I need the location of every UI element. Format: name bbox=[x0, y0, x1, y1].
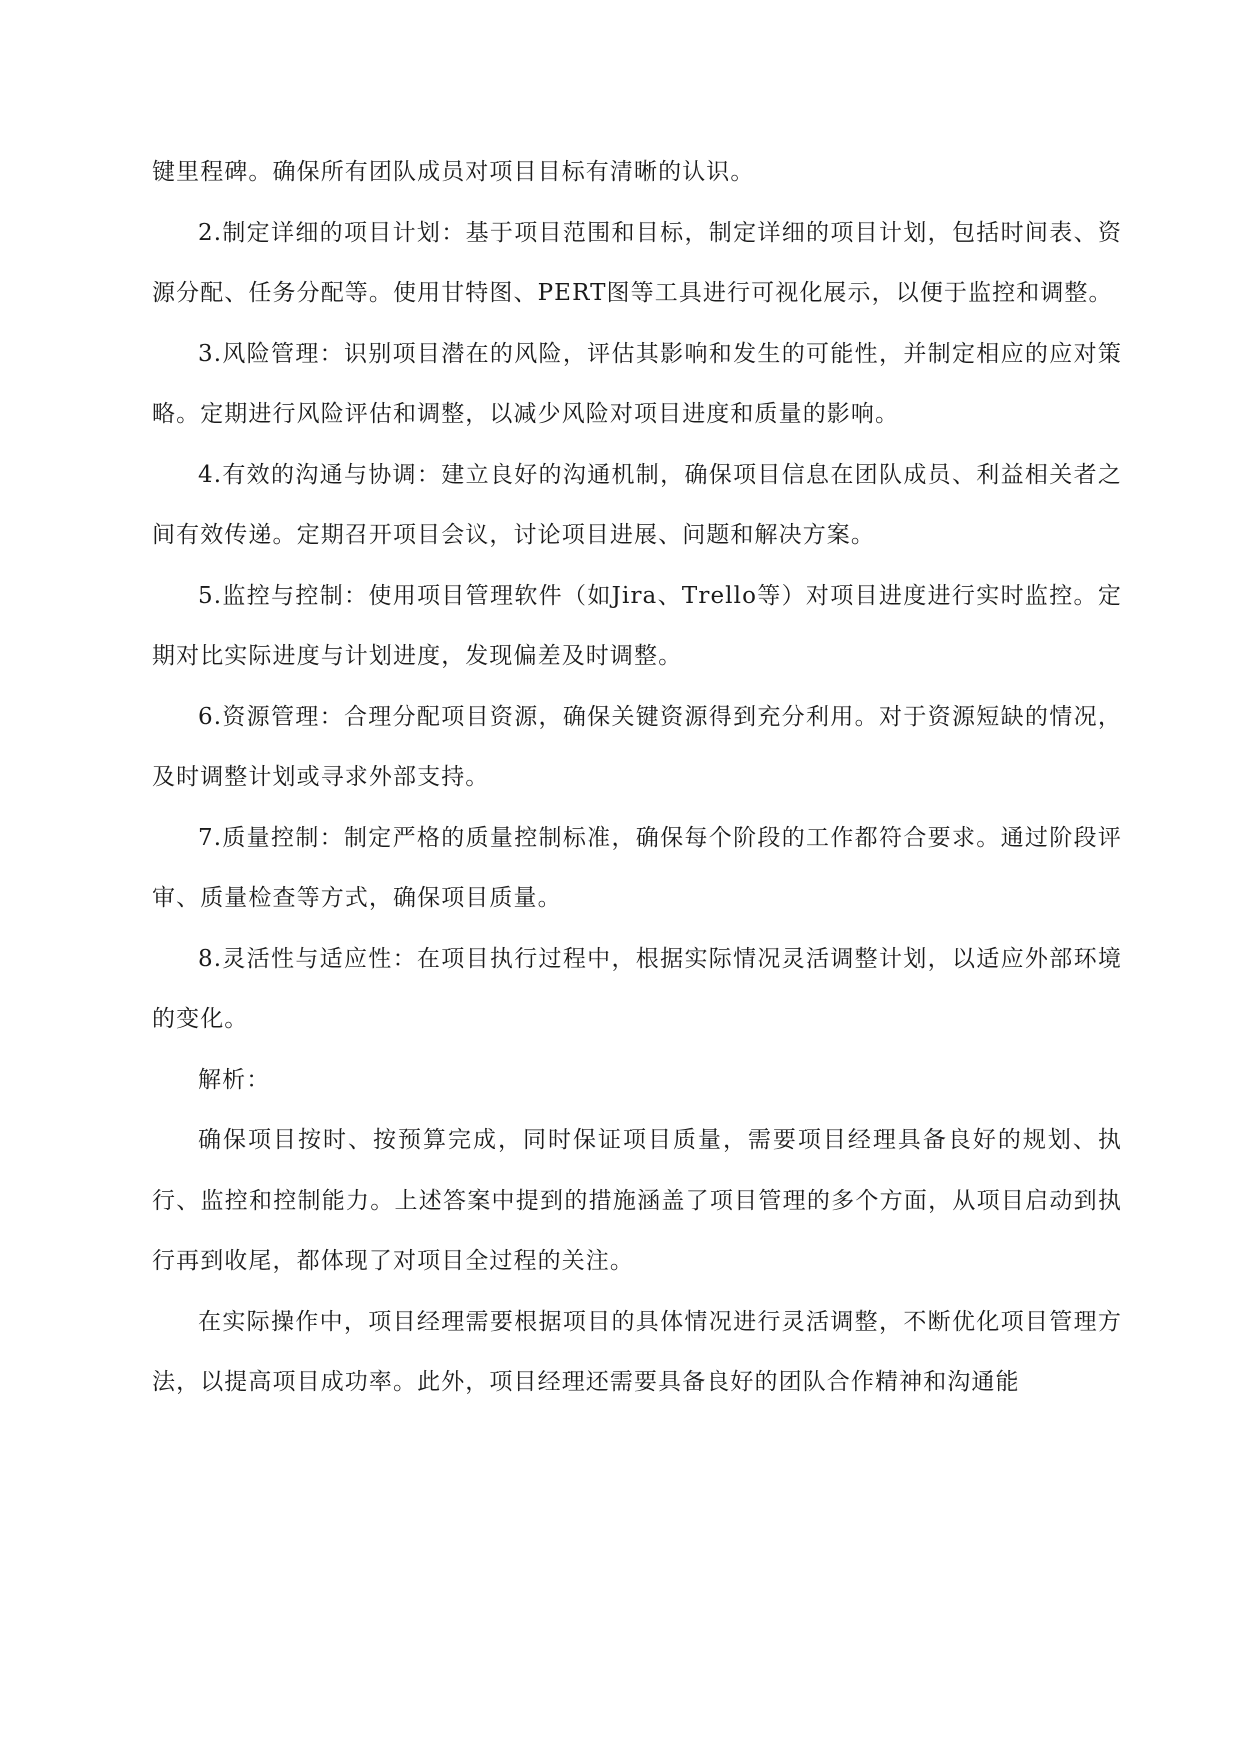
paragraph-item-5: 5.监控与控制：使用项目管理软件（如Jira、Trello等）对项目进度进行实时监控。定期对比实际进度与计划进度，发现偏差及时调整。 bbox=[152, 582, 1122, 669]
paragraph-item-7: 7.质量控制：制定严格的质量控制标准，确保每个阶段的工作都符合要求。通过阶段评审、质量检查等方式，确保项目质量。 bbox=[152, 824, 1122, 911]
document-body bbox=[152, 142, 1122, 1413]
paragraph-item-8: 8.灵活性与适应性：在项目执行过程中，根据实际情况灵活调整计划，以适应外部环境的变化。 bbox=[152, 945, 1122, 1032]
paragraph-item-4: 4.有效的沟通与协调：建立良好的沟通机制，确保项目信息在团队成员、利益相关者之间有效传递。定期召开项目会议，讨论项目进展、问题和解决方案。 bbox=[152, 461, 1122, 548]
analysis-heading: 解析： bbox=[198, 1066, 271, 1093]
paragraph-item-3: 3.风险管理：识别项目潜在的风险，评估其影响和发生的可能性，并制定相应的应对策略。定期进行风险评估和调整，以减少风险对项目进度和质量的影响。 bbox=[152, 340, 1122, 427]
paragraph-item-2: 2.制定详细的项目计划：基于项目范围和目标，制定详细的项目计划，包括时间表、资源分配、任务分配等。使用甘特图、PERT图等工具进行可视化展示，以便于监控和调整。 bbox=[152, 219, 1122, 306]
analysis-paragraph-2: 在实际操作中，项目经理需要根据项目的具体情况进行灵活调整，不断优化项目管理方法，以提高项目成功率。此外，项目经理还需要具备良好的团队合作精神和沟通能 bbox=[152, 1308, 1122, 1395]
analysis-paragraph-1: 确保项目按时、按预算完成，同时保证项目质量，需要项目经理具备良好的规划、执行、监控和控制能力。上述答案中提到的措施涵盖了项目管理的多个方面，从项目启动到执行再到收尾，都体现了对项目全过程的关注。 bbox=[152, 1127, 1122, 1274]
paragraph-continuation: 键里程碑。确保所有团队成员对项目目标有清晰的认识。 bbox=[152, 159, 755, 185]
paragraph-item-6: 6.资源管理：合理分配项目资源，确保关键资源得到充分利用。对于资源短缺的情况，及时调整计划或寻求外部支持。 bbox=[152, 703, 1122, 790]
